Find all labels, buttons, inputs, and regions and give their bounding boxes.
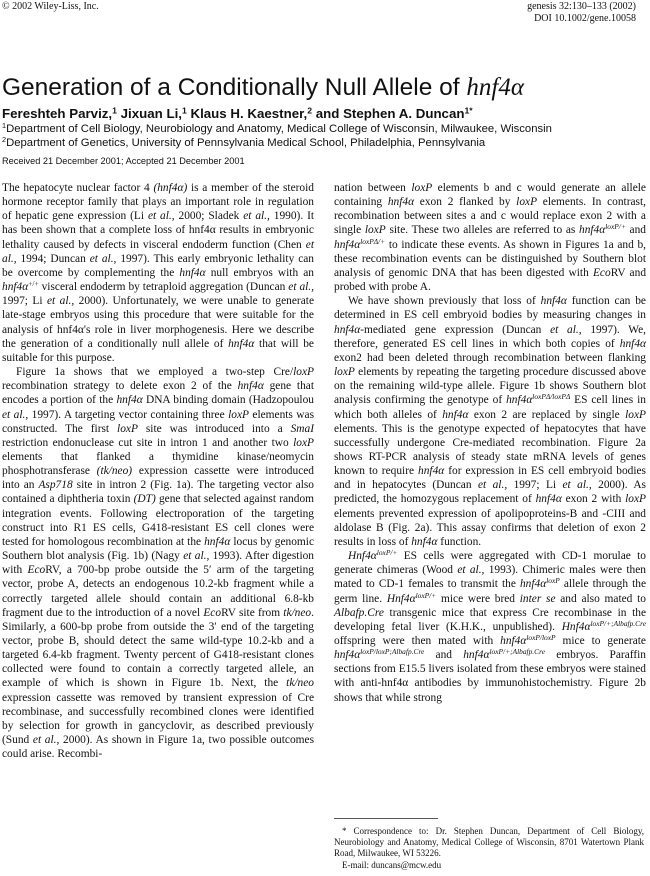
body-paragraph: nation between loxP elements b and c would generate an allele containing hnf4α exon 2 flanked by loxP elements. In contrast, recombination between sites a and c would replace exon 2 with a single loxP site. These two alleles are referred to as $hnf4\alpha^{loxP/+}$ and $hnf4\alpha^{loxP\Delta/+}$ to indicate these events. As shown in Figures 1a and b, these recombination events can be distinguished by Southern blot analysis of genomic DNA that has been digested with EcoRV and probed with probe A. bbox=[334, 182, 647, 294]
correspondence-footnote bbox=[334, 826, 644, 871]
affiliation-line bbox=[2, 136, 642, 150]
journal-volume-pages: genesis 32:130–133 (2002) bbox=[527, 1, 636, 12]
affiliations bbox=[2, 122, 642, 150]
affiliation-text: Department of Genetics, University of Pennsylvania Medical School, Philadelphia, Pennsylvania bbox=[6, 137, 486, 149]
copyright-line: © 2002 Wiley-Liss, Inc. bbox=[2, 1, 99, 12]
author-affiliation-mark: 2 bbox=[307, 105, 313, 116]
body-column-left bbox=[2, 181, 314, 761]
footnote-divider bbox=[334, 818, 438, 819]
body-paragraph: We have shown previously that loss of hnf4α function can be determined in ES cell embryoid bodies by measuring changes in hnf4α-mediated gene expression (Duncan et al., 1997). We, therefore, generated ES cell lines in which both copies of hnf4α exon2 had been deleted through recombination between flanking loxP elements by repeating the targeting procedure discussed above on the remaining wild-type allele. Figure 1b shows Southern blot analysis confirming the genotype of $hnf4\alpha^{loxP\Delta/loxP\Delta}$ ES cell lines in which both alleles of hnf4α exon 2 are replaced by single loxP elements. This is the genotype expected of hepatocytes that have successfully undergone Cre-mediated recombination. Figure 2a shows RT-PCR analysis of steady state mRNA levels of genes known to require hnf4α for expression in ES cell embryoid bodies and in hepatocytes (Duncan et al., 1997; Li et al., 2000). As predicted, the homozygous replacement of hnf4α exon 2 with loxP elements prevented expression of apolipoproteins-B and -CIII and aldolase B (Fig. 2a). This assay confirms that deletion of exon 2 results in loss of hnf4α function. bbox=[334, 295, 647, 548]
title-gene-name: hnf4α bbox=[466, 74, 524, 101]
article-title bbox=[2, 73, 642, 103]
correspondence-address: * Correspondence to: Dr. Stephen Duncan, Department of Cell Biology, Neurobiology and Anatomy, Medical College of Wisconsin, 8701 Watertown Plank Road, Milwaukee, WI 53226. bbox=[334, 826, 644, 859]
affiliation-mark: 2 bbox=[2, 134, 7, 144]
body-column-right bbox=[334, 181, 646, 705]
author-name: Jixuan Li, bbox=[120, 106, 182, 121]
journal-citation bbox=[527, 1, 636, 25]
author-affiliation-mark: 1 bbox=[181, 105, 187, 116]
correspondence-email: E-mail: duncans@mcw.edu bbox=[342, 859, 442, 870]
body-paragraph: The hepatocyte nuclear factor 4 (hnf4α) is a member of the steroid hormone receptor family that plays an important role in regulation of hepatic gene expression (Li et al., 2000; Sladek et al., 1990). It has been shown that a complete loss of hnf4α results in embryonic lethality caused by defects in visceral endoderm function (Chen et al., 1994; Duncan et al., 1997). This early embryonic lethality can be overcome by complementing the hnf4α null embryos with an hnf4α+/+ visceral endoderm by tetraploid aggregation (Duncan et al., 1997; Li et al., 2000). Unfortunately, we were unable to generate late-stage embryos using this procedure that were suitable for the analysis of hnf4α's role in liver morphogenesis. Here we describe the generation of a conditionally null allele of hnf4α that will be suitable for this purpose. bbox=[2, 182, 315, 364]
author-name: and Stephen A. Duncan bbox=[315, 106, 465, 121]
affiliation-text: Department of Cell Biology, Neurobiology and Anatomy, Medical College of Wisconsin, Milwaukee, Wisconsin bbox=[6, 123, 552, 135]
author-affiliation-mark: 1* bbox=[464, 105, 473, 116]
author-name: Klaus H. Kaestner, bbox=[190, 106, 308, 121]
author-name: Fereshteh Parviz, bbox=[2, 106, 113, 121]
title-text: Generation of a Conditionally Null Allele of bbox=[2, 74, 467, 101]
received-accepted-dates: Received 21 December 2001; Accepted 21 December 2001 bbox=[2, 156, 245, 166]
doi: DOI 10.1002/gene.10058 bbox=[534, 13, 636, 24]
body-paragraph: $Hnf4\alpha^{loxP/+}$ ES cells were aggregated with CD-1 morulae to generate chimeras (Wood et al., 1993). Chimeric males were then mated to CD-1 females to transmit the $hnf4\alpha^{loxP}$ allele through the germ line. $Hnf4\alpha^{loxP/+}$ mice were bred inter se and also mated to Albafp.Cre transgenic mice that express Cre recombinase in the developing fetal liver (K.H.K., unpublished). $Hnf4\alpha^{loxP/+;Albafp.Cre}$ offspring were then mated with $hnf4\alpha^{loxP/loxP}$ mice to generate $hnf4\alpha^{loxP/loxP;Albafp.Cre}$ and $hnf4\alpha^{loxP/+;Albafp.Cre}$ embryos. Paraffin sections from E15.5 livers isolated from these embryos were stained with anti-hnf4α antibodies by immunohistochemistry. Figure 2b shows that while strong bbox=[334, 548, 647, 704]
author-list bbox=[2, 105, 642, 122]
author-affiliation-mark: 1 bbox=[112, 105, 117, 116]
affiliation-line bbox=[2, 122, 642, 136]
body-paragraph: Figure 1a shows that we employed a two-step Cre/loxP recombination strategy to delete exon 2 of the hnf4α gene that encodes a portion of the hnf4α DNA binding domain (Hadzopoulou et al., 1997). A targeting vector containing three loxP elements was constructed. The first loxP site was introduced into a SmaI restriction endonuclease cut site in intron 1 and another two loxP elements that flanked a thymidine kinase/neomycin phosphotransferase (tk/neo) expression cassette were introduced into an Asp718 site in intron 2 (Fig. 1a). The targeting vector also contained a diphtheria toxin (DT) gene that selected against random integration events. Following electroporation of the targeting construct into R1 ES cells, G418-resistant ES cell clones were tested for homologous recombination at the hnf4α locus by genomic Southern blot analysis (Fig. 1b) (Nagy et al., 1993). After digestion with EcoRV, a 700-bp probe outside the 5′ arm of the targeting vector, probe A, detects an endogenous 10.2-kb fragment while a correctly targeted allele should contain an additional 6.8-kb fragment due to the introduction of a novel EcoRV site from tk/neo. Similarly, a 600-bp probe from outside the 3′ end of the targeting vector, probe B, should detect the same wild-type 10.2-kb and a targeted 6.4-kb fragment. Twenty percent of G418-resistant clones collected were found to contain a correctly targeted allele, an example of which is shown in Figure 1b. Next, the tk/neo expression cassette was removed by transient expression of Cre recombinase, and successfully recombined clones were identified by selection for growth in gancyclovir, as described previously (Sund et al., 2000). As shown in Figure 1a, two possible outcomes could arise. Recombi- bbox=[2, 366, 315, 761]
affiliation-mark: 1 bbox=[2, 120, 7, 130]
